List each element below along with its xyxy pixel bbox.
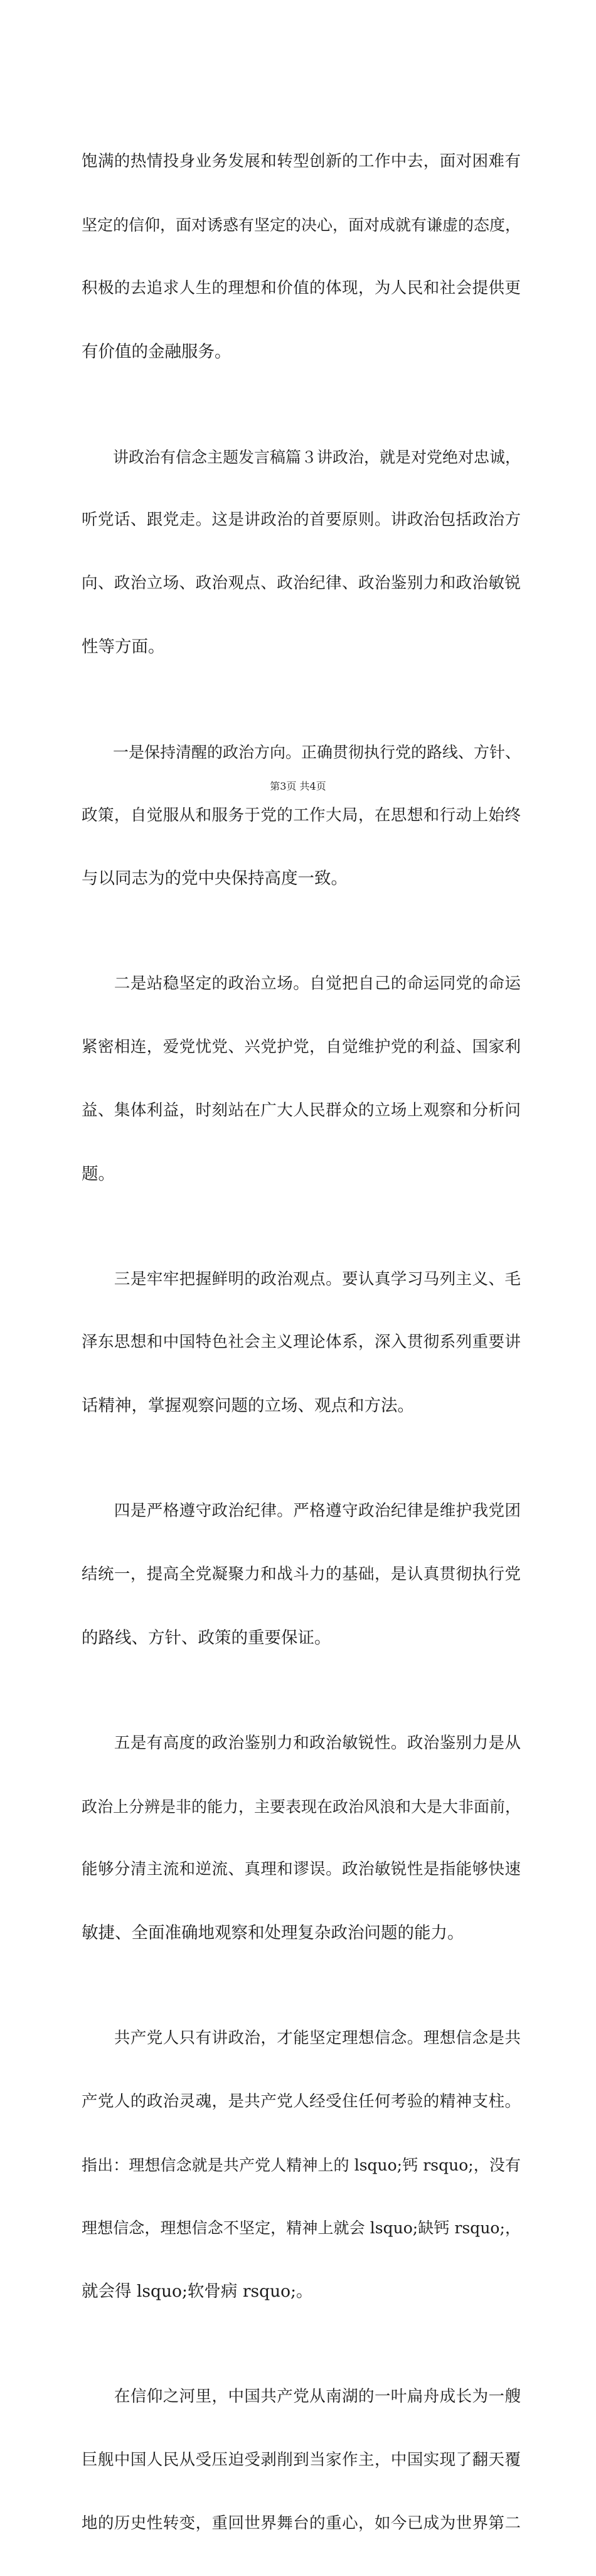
text-line: 泽东思想和中国特色社会主义理论体系，深入贯彻系列重要讲	[82, 1333, 521, 1352]
text-line: 指出：理想信念就是共产党人精神上的 lsquo;钙 rsquo;，没有	[82, 2155, 521, 2174]
text-line: 产党人的政治灵魂，是共产党人经受住任何考验的精神支柱。	[82, 2091, 521, 2111]
text-line: 就会得 lsquo;软骨病 rsquo;。	[82, 2282, 313, 2302]
paragraph	[82, 404, 521, 699]
text-line: 共产党人只有讲政治，才能坚定理想信念。理想信念是共	[82, 2029, 521, 2048]
paragraph	[82, 2344, 521, 2576]
paragraph	[82, 109, 521, 404]
text-line: 与以同志为的党中央保持高度一致。	[82, 869, 348, 889]
paragraph	[82, 1986, 521, 2344]
text-line: 理想信念，理想信念不坚定，精神上就会 lsquo;缺钙 rsquo;，	[82, 2219, 521, 2238]
text-line: 三是牢牢把握鲜明的政治观点。要认真学习马列主义、毛	[82, 1269, 521, 1289]
text-line: 政治上分辨是非的能力，主要表现在政治风浪和大是大非面前，	[82, 1797, 521, 1816]
paragraph	[82, 1691, 521, 1986]
paragraph	[82, 1459, 521, 1691]
text-line: 紧密相连，爱党忧党、兴党护党，自觉维护党的利益、国家利	[82, 1038, 521, 1057]
page-footer: 第3页 共4页	[270, 780, 326, 792]
paragraph	[82, 931, 521, 1226]
text-line: 一是保持清醒的政治方向。正确贯彻执行党的路线、方针、	[82, 743, 521, 761]
text-line: 政策，自觉服从和服务于党的工作大局，在思想和行动上始终	[82, 805, 521, 825]
text-line: 四是严格遵守政治纪律。严格遵守政治纪律是维护我党团	[82, 1501, 521, 1521]
text-line: 讲政治有信念主题发言稿篇３讲政治，就是对党绝对忠诚，	[82, 448, 521, 466]
text-line: 的路线、方针、政策的重要保证。	[82, 1628, 331, 1648]
text-line: 能够分清主流和逆流、真理和谬误。政治敏锐性是指能够快速	[82, 1860, 521, 1879]
text-line: 有价值的金融服务。	[82, 341, 231, 362]
text-line: 向、政治立场、政治观点、政治纪律、政治鉴别力和政治敏锐	[82, 574, 521, 593]
text-line: 敏捷、全面准确地观察和处理复杂政治问题的能力。	[82, 1923, 464, 1943]
text-line: 益、集体利益，时刻站在广大人民群众的立场上观察和分析问	[82, 1100, 521, 1120]
text-line: 二是站稳坚定的政治立场。自觉把自己的命运同党的命运	[82, 974, 521, 994]
text-line: 五是有高度的政治鉴别力和政治敏锐性。政治鉴别力是从	[82, 1733, 521, 1752]
text-line: 性等方面。	[82, 636, 165, 657]
text-line: 在信仰之河里，中国共产党从南湖的一叶扁舟成长为一艘	[82, 2387, 521, 2407]
text-line: 地的历史性转变，重回世界舞台的重心，如今已成为世界第二	[82, 2513, 521, 2533]
text-line: 听党话、跟党走。这是讲政治的首要原则。讲政治包括政治方	[82, 510, 521, 530]
text-line: 题。	[82, 1164, 115, 1184]
text-line: 饱满的热情投身业务发展和转型创新的工作中去，面对困难有	[82, 152, 521, 171]
paragraph	[82, 700, 521, 932]
document-body	[82, 109, 521, 2576]
text-line: 巨舰中国人民从受压迫受剥削到当家作主，中国实现了翻天覆	[82, 2450, 521, 2469]
text-line: 积极的去追求人生的理想和价值的体现，为人民和社会提供更	[82, 278, 521, 298]
text-line: 结统一，提高全党凝聚力和战斗力的基础，是认真贯彻执行党	[82, 1564, 521, 1584]
text-line: 话精神，掌握观察问题的立场、观点和方法。	[82, 1396, 414, 1416]
text-line: 坚定的信仰，面对诱惑有坚定的决心，面对成就有谦虚的态度，	[82, 215, 521, 234]
paragraph	[82, 1226, 521, 1459]
